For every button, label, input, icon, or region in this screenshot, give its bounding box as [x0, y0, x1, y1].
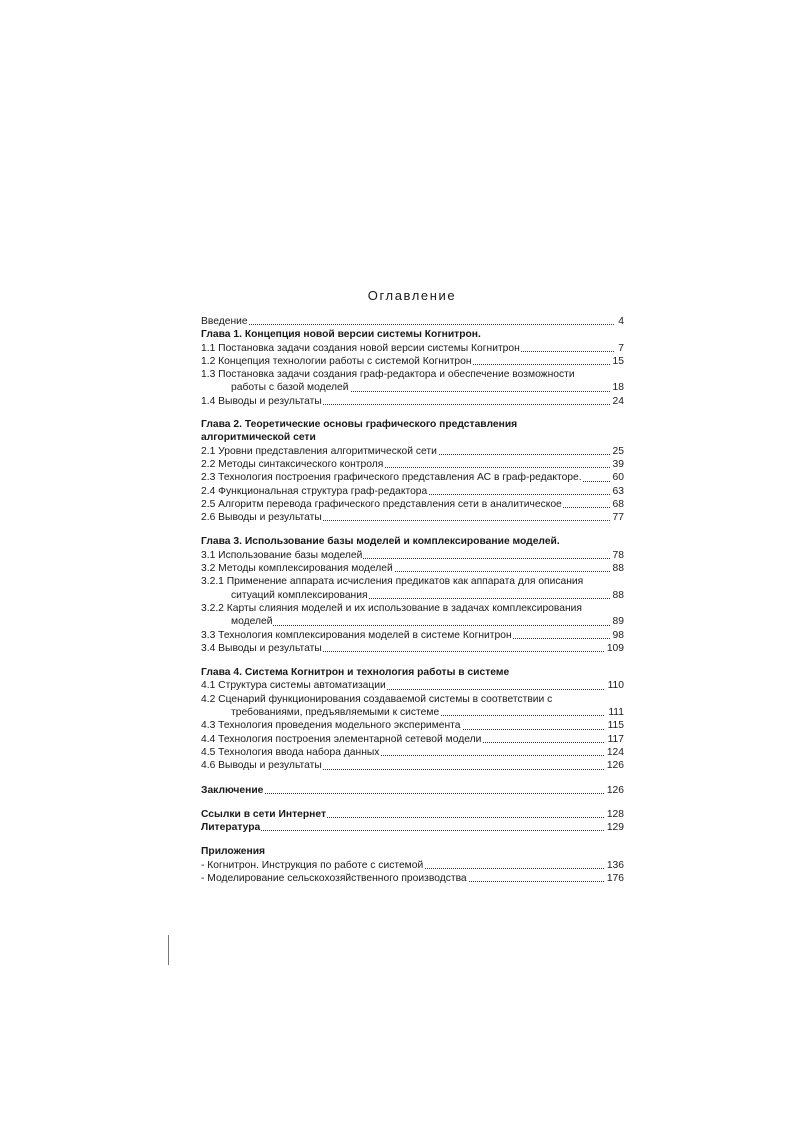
scan-edge-line	[168, 935, 169, 965]
page-number: 129	[604, 821, 624, 834]
toc-entry[interactable]: 3.1 Использование базы моделей 78	[201, 549, 624, 561]
chapter-heading-2-line2: алгоритмической сети	[201, 432, 316, 444]
toc-entry[interactable]: 1.2 Концепция технологии работы с системой Когнитрон 15	[201, 355, 624, 367]
toc-entry[interactable]: - Моделирование сельскохозяйственного производства 176	[201, 872, 624, 884]
page-number: 77	[610, 511, 624, 524]
toc-entry[interactable]: 4.6 Выводы и результаты 126	[201, 760, 624, 772]
page-number: 126	[604, 784, 624, 797]
page-number: 128	[604, 808, 624, 821]
toc-section-chapter-2	[201, 418, 624, 524]
page-number: 78	[610, 549, 624, 562]
page-number: 25	[610, 445, 624, 458]
table-of-contents	[201, 315, 624, 896]
page-number: 98	[610, 629, 624, 642]
page-number: 109	[604, 642, 624, 655]
toc-entry[interactable]: 3.2 Методы комплексирования моделей 88	[201, 563, 624, 575]
chapter-heading-3: Глава 3. Использование базы моделей и комплексирование моделей.	[201, 536, 560, 548]
toc-entry-line[interactable]: 1.3 Постановка задачи создания граф-редактора и обеспечение возможности	[201, 369, 575, 381]
toc-title: Оглавление	[367, 288, 457, 303]
toc-entry-continuation[interactable]: ситуаций комплексирования 88	[201, 589, 624, 602]
page-number: 15	[610, 355, 624, 368]
toc-section-chapter-4	[201, 666, 624, 772]
toc-entry[interactable]: 2.3 Технология построения графического представления АС в граф-редакторе. 60	[201, 472, 624, 484]
toc-entry-conclusion[interactable]: Заключение 126	[201, 784, 624, 796]
page-number: 111	[605, 706, 624, 719]
toc-entry-continuation[interactable]: работы с базой моделей 18	[201, 381, 624, 394]
toc-section-conclusion	[201, 784, 624, 797]
toc-entry[interactable]: 3.4 Выводы и результаты 109	[201, 642, 624, 654]
chapter-heading-4: Глава 4. Система Когнитрон и технология работы в системе	[201, 667, 510, 679]
toc-entry-continuation[interactable]: требованиями, предъявляемыми к системе 111	[201, 706, 624, 719]
page-number: 4	[615, 315, 624, 328]
toc-entry[interactable]: 4.3 Технология проведения модельного эксперимента 115	[201, 720, 624, 732]
page-number: 88	[610, 589, 624, 602]
toc-entry[interactable]: 2.1 Уровни представления алгоритмической сети 25	[201, 445, 624, 457]
toc-entry[interactable]: 3.3 Технология комплексирования моделей в системе Когнитрон 98	[201, 629, 624, 641]
page-number: 110	[605, 679, 624, 692]
toc-entry-literature[interactable]: Литература 129	[201, 822, 624, 834]
page-number: 7	[615, 342, 624, 355]
toc-section-references	[201, 808, 624, 835]
page-number: 39	[610, 458, 624, 471]
toc-section-appendix	[201, 845, 624, 885]
chapter-heading-2: Глава 2. Теоретические основы графического представления	[201, 419, 518, 431]
toc-section-chapter-1	[201, 315, 624, 408]
toc-entry[interactable]: - Когнитрон. Инструкция по работе с системой 136	[201, 859, 624, 871]
toc-entry[interactable]: 4.4 Технология построения элементарной сетевой модели 117	[201, 733, 624, 745]
toc-section-chapter-3	[201, 535, 624, 655]
toc-entry-line[interactable]: 3.2.2 Карты слияния моделей и их использование в задачах комплексирования	[201, 602, 582, 614]
page-number: 176	[604, 872, 624, 885]
toc-entry-line[interactable]: 3.2.1 Применение аппарата исчисления предикатов как аппарата для описания	[201, 576, 584, 588]
page-number: 136	[604, 859, 624, 872]
page-number: 126	[604, 759, 624, 772]
page-number: 117	[605, 733, 624, 746]
toc-entry[interactable]: 2.6 Выводы и результаты 77	[201, 512, 624, 524]
toc-entry[interactable]: 2.4 Функциональная структура граф-редактора 63	[201, 485, 624, 497]
toc-entry[interactable]: 4.5 Технология ввода набора данных 124	[201, 746, 624, 758]
toc-entry[interactable]: 4.1 Структура системы автоматизации 110	[201, 680, 624, 692]
toc-entry[interactable]: 2.2 Методы синтаксического контроля 39	[201, 458, 624, 470]
toc-entry-line[interactable]: 4.2 Сценарий функционирования создаваемой системы в соответствии с	[201, 693, 553, 705]
toc-entry-intro[interactable]: Введение 4	[201, 316, 624, 327]
page-number: 89	[610, 615, 624, 628]
page-number: 68	[610, 498, 624, 511]
toc-entry[interactable]: 1.1 Постановка задачи создания новой версии системы Когнитрон 7	[201, 342, 624, 354]
chapter-heading-1: Глава 1. Концепция новой версии системы Когнитрон.	[201, 329, 481, 341]
page-number: 124	[604, 746, 624, 759]
toc-entry-internet-links[interactable]: Ссылки в сети Интернет 128	[201, 808, 624, 820]
toc-entry-continuation[interactable]: моделей 89	[201, 615, 624, 628]
page-number: 24	[610, 395, 624, 408]
page-number: 115	[605, 719, 624, 732]
page-number: 60	[610, 471, 624, 484]
toc-entry[interactable]: 2.5 Алгоритм перевода графического представления сети в аналитическое 68	[201, 498, 624, 510]
appendix-heading: Приложения	[201, 846, 266, 858]
page-number: 18	[610, 381, 624, 394]
page-number: 88	[610, 562, 624, 575]
toc-entry[interactable]: 1.4 Выводы и результаты 24	[201, 395, 624, 407]
page-number: 63	[610, 485, 624, 498]
